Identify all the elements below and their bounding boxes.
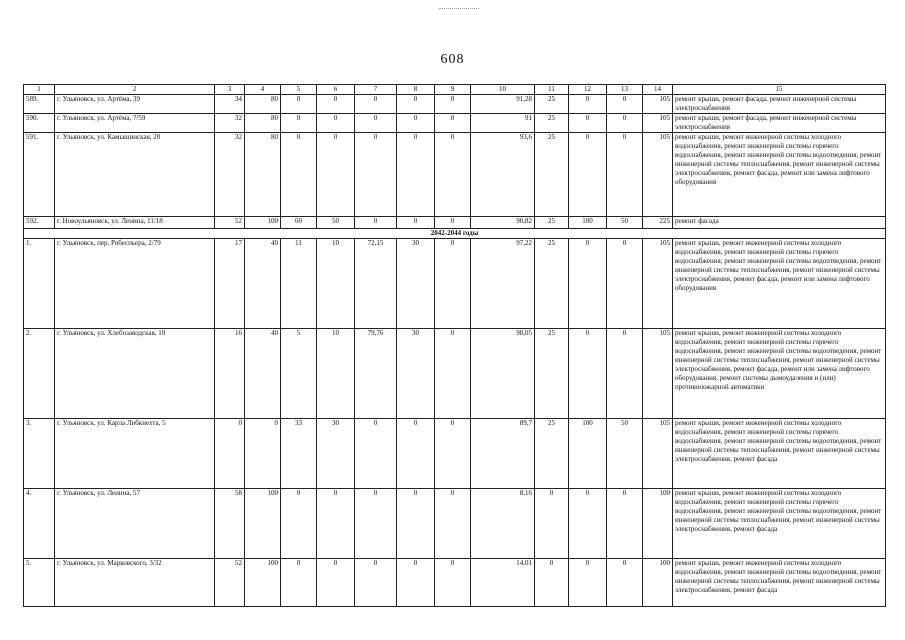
col-6: 0 [317,133,355,217]
col-10: 98,05 [471,329,535,419]
col-8: 0 [397,559,435,607]
col-10: 90,82 [471,217,535,229]
col-14: 105 [643,95,673,114]
table-row [24,329,886,419]
col-7: 0 [355,559,397,607]
col-12: 100 [569,419,607,489]
column-header: 2 [55,85,215,95]
col-3: 52 [215,217,245,229]
col-12: 0 [569,114,607,133]
section-title: 2042-2044 годы [24,229,886,239]
column-header: 14 [643,85,673,95]
row-number: 591. [24,133,55,217]
col-10: 91 [471,114,535,133]
col-6: 0 [317,489,355,559]
col-11: 25 [535,239,569,329]
col-3: 58 [215,489,245,559]
col-7: 72,15 [355,239,397,329]
col-9: 0 [435,329,471,419]
work-types: ремонт крыши, ремонт инженерной системы холодного водоснабжения, ремонт инженерной системы горячего водоснабжения, ремонт инженерной системы водоотведения, ремонт инженерной системы теплоснабжения, ремонт инженерной системы электроснабжения, ремонт фасада, ремонт или замена лифтового оборудования [673,133,886,217]
page-number: 608 [440,52,465,67]
column-header: 5 [281,85,317,95]
col-12: 0 [569,133,607,217]
table-row [24,239,886,329]
col-13: 50 [607,217,643,229]
col-11: 25 [535,217,569,229]
col-14: 100 [643,489,673,559]
col-7: 0 [355,114,397,133]
col-13: 0 [607,114,643,133]
col-12: 0 [569,489,607,559]
col-10: 97,22 [471,239,535,329]
col-7: 0 [355,95,397,114]
col-13: 0 [607,133,643,217]
column-header: 13 [607,85,643,95]
col-7: 0 [355,217,397,229]
col-3: 0 [215,419,245,489]
col-5: 60 [281,217,317,229]
col-4: 80 [245,114,281,133]
row-number: 1. [24,239,55,329]
address: г. Ульяновск, ул. Хлебозаводская, 10 [55,329,215,419]
section-row [24,229,886,239]
col-5: 33 [281,419,317,489]
column-header: 15 [673,85,886,95]
col-14: 105 [643,419,673,489]
address: г. Ульяновск, пер. Робеспьера, 2/79 [55,239,215,329]
col-4: 100 [245,217,281,229]
col-13: 0 [607,329,643,419]
col-12: 0 [569,329,607,419]
col-6: 0 [317,114,355,133]
col-8: 0 [397,217,435,229]
col-8: 30 [397,239,435,329]
col-14: 100 [643,559,673,607]
col-8: 0 [397,114,435,133]
address: г. Ульяновск, ул. Артёма, 39 [55,95,215,114]
col-3: 32 [215,133,245,217]
col-14: 105 [643,329,673,419]
col-4: 80 [245,95,281,114]
col-6: 50 [317,217,355,229]
col-12: 100 [569,217,607,229]
col-3: 32 [215,114,245,133]
col-6: 10 [317,329,355,419]
column-header: 12 [569,85,607,95]
work-types: ремонт крыши, ремонт инженерной системы холодного водоснабжения, ремонт инженерной системы горячего водоснабжения, ремонт инженерной системы водоотведения, ремонт инженерной системы теплоснабжения, ремонт инженерной системы электроснабжения, ремонт фасада, ремонт или замена лифтового оборудования, ремонт системы дымоудаления и (или) противопожарной автоматики [673,329,886,419]
work-types: ремонт фасада [673,217,886,229]
col-7: 0 [355,489,397,559]
col-12: 0 [569,95,607,114]
col-10: 89,7 [471,419,535,489]
col-7: 0 [355,419,397,489]
column-number-row [24,85,886,95]
col-5: 0 [281,114,317,133]
col-10: 91,28 [471,95,535,114]
col-5: 0 [281,489,317,559]
column-header: 8 [397,85,435,95]
col-11: 0 [535,559,569,607]
col-13: 0 [607,559,643,607]
col-5: 11 [281,239,317,329]
col-3: 17 [215,239,245,329]
repair-table-container [23,84,885,607]
col-11: 25 [535,419,569,489]
col-14: 105 [643,114,673,133]
table-row [24,95,886,114]
work-types: ремонт крыши, ремонт инженерной системы холодного водоснабжения, ремонт инженерной системы водоотведения, ремонт инженерной системы теплоснабжения, ремонт инженерной системы электроснабжения, ремонт фасада [673,559,886,607]
row-number: 5. [24,559,55,607]
col-12: 0 [569,559,607,607]
col-4: 40 [245,329,281,419]
col-4: 100 [245,559,281,607]
col-4: 0 [245,419,281,489]
col-9: 0 [435,419,471,489]
col-11: 25 [535,95,569,114]
col-9: 0 [435,133,471,217]
col-9: 0 [435,95,471,114]
column-header: 4 [245,85,281,95]
row-number: 4. [24,489,55,559]
col-5: 0 [281,95,317,114]
col-11: 25 [535,329,569,419]
col-5: 5 [281,329,317,419]
table-row [24,114,886,133]
row-number: 590. [24,114,55,133]
address: г. Новоульяновск, ул. Ленина, 11/18 [55,217,215,229]
column-header: 10 [471,85,535,95]
address: г. Ульяновск, ул. Ленина, 57 [55,489,215,559]
col-13: 50 [607,419,643,489]
col-8: 0 [397,489,435,559]
row-number: 2. [24,329,55,419]
col-13: 0 [607,489,643,559]
work-types: ремонт крыши, ремонт инженерной системы холодного водоснабжения, ремонт инженерной системы горячего водоснабжения, ремонт инженерной системы водоотведения, ремонт инженерной системы теплоснабжения, ремонт инженерной системы электроснабжения, ремонт фасада [673,419,886,489]
col-6: 0 [317,95,355,114]
col-3: 16 [215,329,245,419]
col-13: 0 [607,95,643,114]
column-header: 7 [355,85,397,95]
col-6: 0 [317,559,355,607]
scan-artifact [439,8,479,10]
work-types: ремонт крыши, ремонт фасада, ремонт инженерной системы электроснабжения [673,114,886,133]
col-11: 0 [535,489,569,559]
col-9: 0 [435,217,471,229]
row-number: 589. [24,95,55,114]
column-header: 11 [535,85,569,95]
col-14: 225 [643,217,673,229]
repair-table [23,84,886,607]
col-3: 34 [215,95,245,114]
col-11: 25 [535,133,569,217]
address: г. Ульяновск, ул. Артёма, 7/59 [55,114,215,133]
col-6: 10 [317,239,355,329]
col-5: 0 [281,133,317,217]
work-types: ремонт крыши, ремонт фасада, ремонт инженерной системы электроснабжения [673,95,886,114]
col-8: 30 [397,329,435,419]
col-11: 25 [535,114,569,133]
column-header: 9 [435,85,471,95]
column-header: 1 [24,85,55,95]
col-7: 79,76 [355,329,397,419]
col-4: 80 [245,133,281,217]
column-header: 3 [215,85,245,95]
col-10: 14,01 [471,559,535,607]
table-row [24,133,886,217]
address: г. Ульяновск, ул. Карла Либкнехта, 5 [55,419,215,489]
table-row [24,559,886,607]
table-row [24,419,886,489]
column-header: 6 [317,85,355,95]
col-9: 0 [435,489,471,559]
row-number: 592. [24,217,55,229]
col-14: 105 [643,133,673,217]
col-7: 0 [355,133,397,217]
col-9: 0 [435,114,471,133]
col-14: 105 [643,239,673,329]
col-8: 0 [397,133,435,217]
col-4: 40 [245,239,281,329]
table-row [24,489,886,559]
col-5: 0 [281,559,317,607]
col-3: 52 [215,559,245,607]
col-9: 0 [435,239,471,329]
col-13: 0 [607,239,643,329]
col-10: 8,16 [471,489,535,559]
address: г. Ульяновск, ул. Марковского, 3/32 [55,559,215,607]
work-types: ремонт крыши, ремонт инженерной системы холодного водоснабжения, ремонт инженерной системы горячего водоснабжения, ремонт инженерной системы водоотведения, ремонт инженерной системы теплоснабжения, ремонт инженерной системы электроснабжения, ремонт фасада, ремонт или замена лифтового оборудования [673,239,886,329]
col-9: 0 [435,559,471,607]
table-row [24,217,886,229]
work-types: ремонт крыши, ремонт инженерной системы холодного водоснабжения, ремонт инженерной системы горячего водоснабжения, ремонт инженерной системы водоотведения, ремонт инженерной системы теплоснабжения, ремонт инженерной системы электроснабжения, ремонт фасада [673,489,886,559]
col-8: 0 [397,419,435,489]
col-12: 0 [569,239,607,329]
col-6: 30 [317,419,355,489]
address: г. Ульяновск, ул. Камышинская, 20 [55,133,215,217]
col-4: 100 [245,489,281,559]
col-8: 0 [397,95,435,114]
col-10: 93,6 [471,133,535,217]
row-number: 3. [24,419,55,489]
